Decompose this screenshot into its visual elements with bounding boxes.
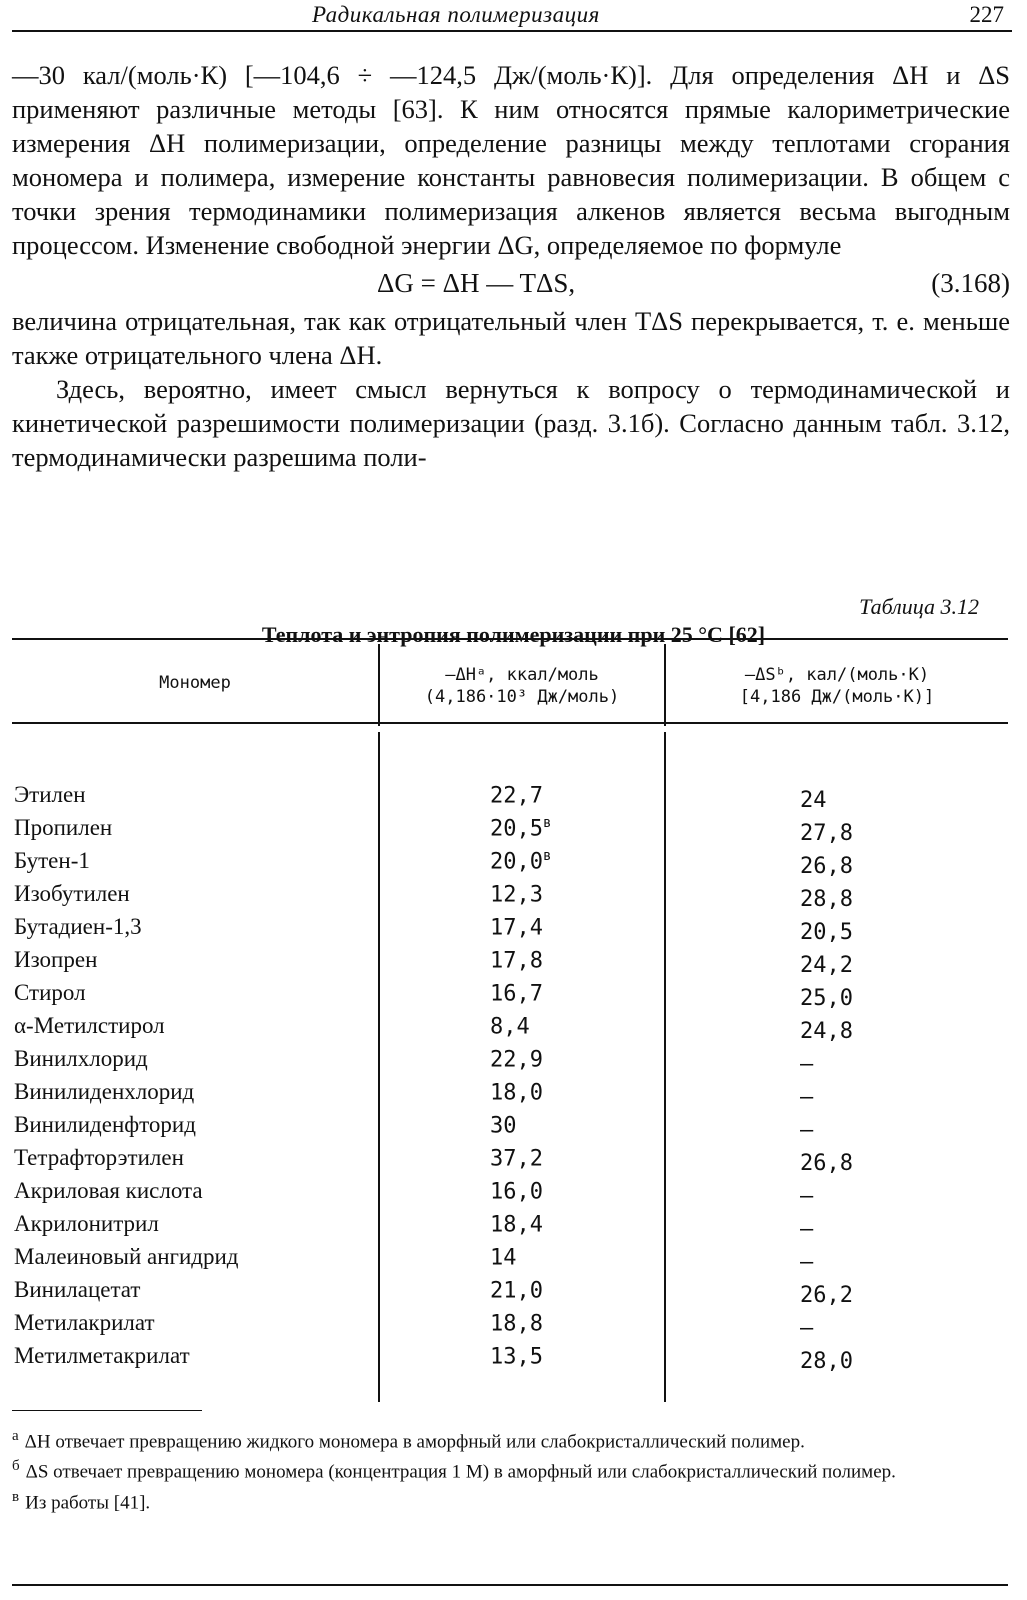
page-number: 227 [969,2,1004,27]
table-row [12,1211,1008,1244]
table-row [12,1277,1008,1310]
table-row [12,947,1008,980]
running-title: Радикальная полимеризация [312,2,600,27]
dh-cell: 22,7 [490,783,543,809]
ds-cell: 25,0 [800,986,853,1011]
paragraph-1: —30 кал/(моль·К) [—104,6 ÷ —124,5 Дж/(моль·К)]. Для определения ΔH и ΔS применяют различные методы [63]. К ним относятся прямые калориметрические измерения ΔH полимеризации, определение разницы между теплотами сгорания мономера и полимера, измерение константы равновесия полимеризации. В общем с точки зрения термодинамики полимеризация алкенов является весьма выгодным процессом. Изменение свободной энергии ΔG, определяемое по формуле [12,60,1010,260]
monomer-cell: Метилакрилат [14,1310,155,1335]
dh-cell: 22,9 [490,1047,543,1073]
monomer-cell: Акрилонитрил [14,1211,159,1236]
table-row [12,1013,1008,1046]
dh-cell: 18,0 [490,1080,543,1106]
table-number: Таблица 3.12 [859,594,979,619]
footnote-mark: в [542,848,552,864]
ds-cell: — [800,1118,814,1143]
dh-cell: 12,3 [490,882,543,908]
table-row [12,980,1008,1013]
data-table [12,650,1008,1405]
footnote-c: $^в$ Из работы [41]. [12,1488,151,1513]
table-row [12,782,1008,815]
ds-cell: — [800,1184,814,1209]
ds-cell: — [800,1085,814,1110]
dh-cell: 30 [490,1113,517,1139]
table-row [12,1310,1008,1343]
dh-cell: 18,8 [490,1311,543,1337]
table-row [12,881,1008,914]
dh-cell: 21,0 [490,1278,543,1304]
monomer-cell: Винилиденфторид [14,1112,196,1137]
table-row [12,1343,1008,1376]
dh-cell: 16,7 [490,981,543,1007]
monomer-cell: Изобутилен [14,881,130,906]
formula: ΔG = ΔH — TΔS, [377,268,576,298]
monomer-cell: Бутен-1 [14,848,90,873]
ds-cell: 28,8 [800,887,853,912]
monomer-cell: Метилметакрилат [14,1343,190,1368]
col-header-dh-line2: (4,186·10³ Дж/моль) [424,687,620,707]
col-header-ds-line2: [4,186 Дж/(моль·K)] [739,687,935,707]
table-row [12,815,1008,848]
ds-cell: 20,5 [800,920,853,945]
paragraph-3: Здесь, вероятно, имеет смысл вернуться к вопросу о термодинамической и кинетической разрешимости полимеризации (разд. 3.1б). Согласно данным табл. 3.12, термодинамически разрешима поли- [12,374,1010,472]
table-row [12,848,1008,881]
dh-cell: 13,5 [490,1344,543,1370]
dh-cell: 18,4 [490,1212,543,1238]
table-row [12,914,1008,947]
table-row [12,1046,1008,1079]
dh-cell: 8,4 [490,1014,530,1040]
ds-cell: 27,8 [800,821,853,846]
ds-cell: 26,2 [800,1283,853,1308]
table-row [12,1145,1008,1178]
dh-cell: $20,5^в$ [490,815,552,842]
footnote-b: $^б$ ΔS отвечает превращению мономера (концентрация 1 M) в аморфный или слабокристаллический полимер. [12,1458,896,1483]
footnote-a: $^а$ ΔH отвечает превращению жидкого мономера в аморфный или слабокристаллический полимер. [12,1428,805,1453]
table-row [12,1079,1008,1112]
dh-cell: 14 [490,1245,517,1271]
ds-cell: — [800,1052,814,1077]
table-top-rule [12,638,1008,640]
ds-cell: — [800,1217,814,1242]
col-header-ds-line1: –ΔSᵇ, кал/(моль·K) [744,665,930,685]
footnote-mark: в [542,815,552,831]
monomer-cell: Изопрен [14,947,98,972]
table-body [12,782,1008,1376]
page-bottom-rule [12,1584,1008,1586]
monomer-cell: Винилацетат [14,1277,141,1302]
ds-cell: 24 [800,788,827,813]
footnotes [12,1410,1008,1518]
dh-cell: 16,0 [490,1179,543,1205]
ds-cell: — [800,1316,814,1341]
monomer-cell: Бутадиен-1,3 [14,914,142,939]
ds-cell: 24,2 [800,953,853,978]
monomer-cell: Пропилен [14,815,113,840]
dh-cell: 17,4 [490,915,543,941]
dh-cell: $20,0^в$ [490,848,552,875]
dh-cell: 17,8 [490,948,543,974]
dh-cell: 37,2 [490,1146,543,1172]
col-header-dh [380,664,664,708]
page-header [12,0,1012,32]
monomer-cell: Винилиденхлорид [14,1079,195,1104]
col-header-monomer: Мономер [159,673,231,693]
table-row [12,1178,1008,1211]
paragraph-2: величина отрицательная, так как отрицательный член TΔS перекрывается, т. е. меньше также отрицательного члена ΔH. [12,306,1010,370]
monomer-cell: Тетрафторэтилен [14,1145,184,1170]
monomer-cell: Акриловая кислота [14,1178,203,1203]
monomer-cell: Этилен [14,782,86,807]
footnote-rule [12,1410,202,1411]
table-row [12,1244,1008,1277]
ds-cell: 28,0 [800,1349,853,1374]
table-row [12,1112,1008,1145]
ds-cell: 26,8 [800,854,853,879]
formula-number: (3.168) [931,268,1010,298]
col-header-ds [666,664,1008,708]
monomer-cell: Стирол [14,980,86,1005]
formula-line [12,266,1010,302]
table-title: Теплота и энтропия полимеризации при 25 °C [62] [261,622,766,647]
col-header-dh-line1: –ΔHᵃ, ккал/моль [445,665,599,685]
table-header-rule [12,722,1008,724]
monomer-cell: Малеиновый ангидрид [14,1244,239,1269]
monomer-cell: α-Метилстирол [14,1013,165,1038]
ds-cell: — [800,1250,814,1275]
ds-cell: 24,8 [800,1019,853,1044]
monomer-cell: Винилхлорид [14,1046,148,1071]
ds-cell: 26,8 [800,1151,853,1176]
body-text [12,58,1010,474]
